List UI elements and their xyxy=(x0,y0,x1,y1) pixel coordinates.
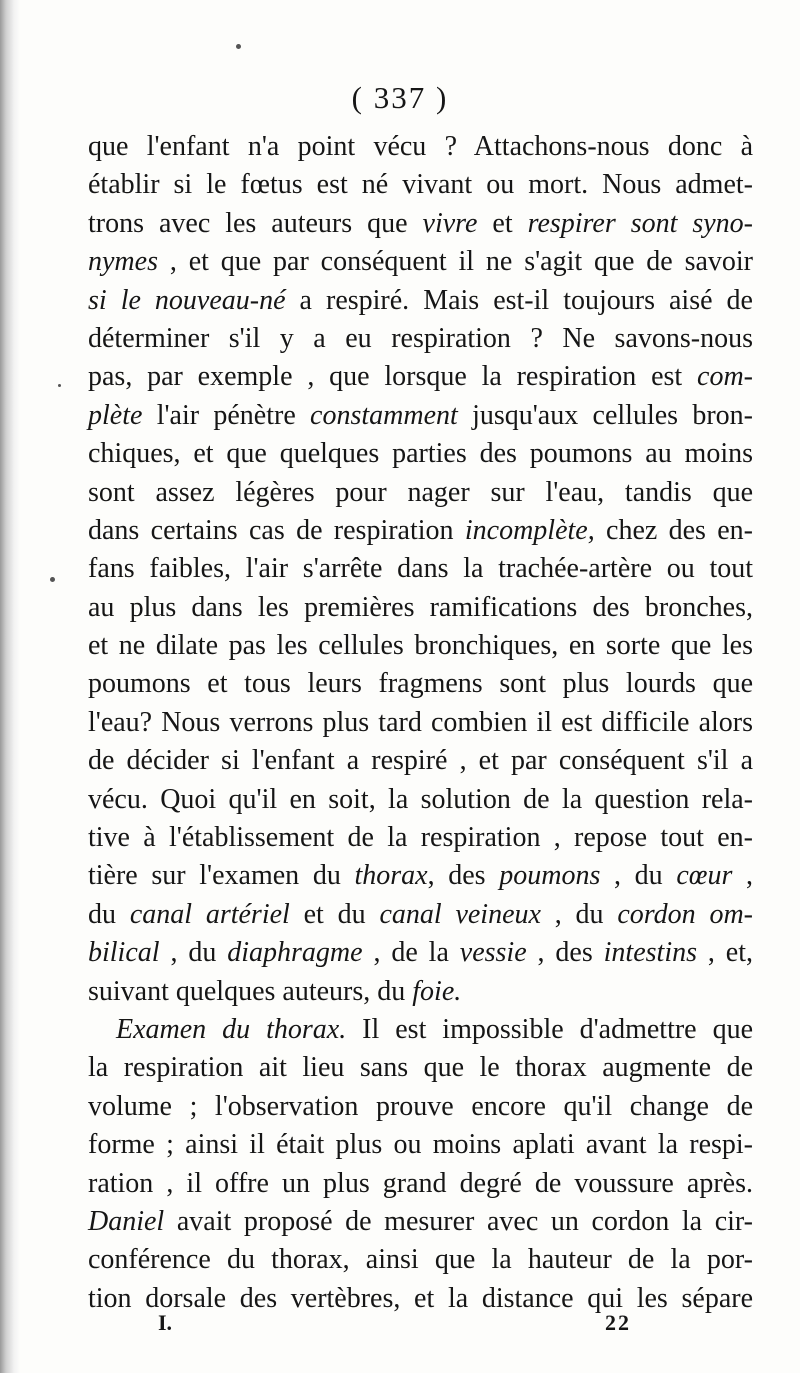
text-segment: dans certains cas de respiration xyxy=(88,514,465,546)
text-segment: , et, xyxy=(697,937,753,969)
text-segment: jusqu'aux cellules bron- xyxy=(457,399,753,431)
italic-text: vivre xyxy=(422,207,478,239)
text-segment: fans faibles, l'air s'arrête dans la trachée-artère ou tout xyxy=(88,553,753,585)
text-line xyxy=(88,857,753,895)
text-line xyxy=(88,896,753,934)
italic-text: incomplète, xyxy=(464,514,595,546)
text-segment: forme ; ainsi il était plus ou moins aplati avant la respi- xyxy=(88,1129,753,1161)
ink-speck xyxy=(58,384,61,387)
text-segment: tion dorsale des vertèbres, et la distance qui les sépare xyxy=(88,1282,753,1314)
italic-text: canal veineux xyxy=(379,898,541,930)
text-segment: , de la xyxy=(362,937,460,969)
text-segment: et du xyxy=(289,898,380,930)
text-segment: vécu. Quoi qu'il en soit, la solution de la question rela- xyxy=(88,783,753,815)
ink-speck xyxy=(236,44,241,49)
text-segment: ration , il offre un plus grand degré de voussure après. xyxy=(88,1167,753,1199)
text-line xyxy=(88,128,753,166)
text-line xyxy=(88,1049,753,1087)
italic-text: cordon om- xyxy=(617,898,754,930)
text-segment: au plus dans les premières ramifications des bronches, xyxy=(88,591,753,623)
text-line xyxy=(88,205,753,243)
italic-text: foie. xyxy=(412,975,462,1007)
text-line xyxy=(88,819,753,857)
italic-text: Examen du thorax. xyxy=(116,1013,347,1045)
text-segment: et ne dilate pas les cellules bronchiques, en sorte que les xyxy=(88,630,753,662)
text-segment: l'eau? Nous verrons plus tard combien il est difficile alors xyxy=(88,706,753,738)
signature-mark: I. xyxy=(158,1310,173,1335)
text-segment: du xyxy=(88,898,130,930)
text-line xyxy=(88,243,753,281)
text-segment: poumons et tous leurs fragmens sont plus lourds que xyxy=(88,668,753,700)
text-segment: a respiré. Mais est-il toujours aisé de xyxy=(285,284,753,316)
page-footer xyxy=(0,1310,800,1340)
text-line xyxy=(88,282,753,320)
text-segment: sont assez légères pour nager sur l'eau, tandis que xyxy=(88,476,753,508)
text-line xyxy=(88,512,753,550)
page-edge-shadow xyxy=(0,0,20,1373)
text-segment: la respiration ait lieu sans que le thorax augmente de xyxy=(88,1052,753,1084)
text-line xyxy=(88,1088,753,1126)
text-line xyxy=(88,166,753,204)
text-segment: que l'enfant n'a point vécu ? Attachons-nous donc à xyxy=(88,131,753,162)
text-line xyxy=(88,320,753,358)
italic-text: plète xyxy=(88,399,143,431)
text-segment: conférence du thorax, ainsi que la hauteur de la por- xyxy=(88,1244,753,1276)
italic-text: vessie xyxy=(459,937,527,969)
italic-text: bilical xyxy=(88,937,160,969)
text-line xyxy=(88,358,753,396)
italic-text: intestins xyxy=(603,937,697,969)
text-segment: tière sur l'examen du xyxy=(88,860,355,892)
text-line xyxy=(88,474,753,512)
text-segment: avait proposé de mesurer avec un cordon la cir- xyxy=(164,1205,753,1237)
body-text xyxy=(88,128,753,1318)
text-segment: et xyxy=(477,207,528,239)
italic-text: si le nouveau-né xyxy=(88,284,286,316)
text-segment: , du xyxy=(600,860,677,892)
text-line xyxy=(88,627,753,665)
text-segment: trons avec les auteurs que xyxy=(88,207,423,239)
text-line xyxy=(88,781,753,819)
italic-text: diaphragme xyxy=(227,937,363,969)
text-segment: Il est impossible d'admettre que xyxy=(346,1013,753,1045)
text-segment: pas, par exemple , que lorsque la respiration est xyxy=(88,361,698,393)
text-segment: l'air pénètre xyxy=(142,399,311,431)
text-line xyxy=(88,973,753,1011)
italic-text: thorax xyxy=(354,860,428,892)
text-line xyxy=(88,742,753,780)
text-segment: suivant quelques auteurs, du xyxy=(88,975,413,1007)
page-number: ( 337 ) xyxy=(351,80,449,115)
italic-text: constamment xyxy=(310,399,458,431)
text-line xyxy=(88,704,753,742)
text-segment: tive à l'établissement de la respiration , repose tout en- xyxy=(88,822,753,854)
italic-text: nymes xyxy=(88,246,158,278)
italic-text: cœur xyxy=(676,860,733,892)
text-line xyxy=(88,397,753,435)
text-line xyxy=(88,1126,753,1164)
ink-speck xyxy=(50,577,55,582)
sheet-number: 22 xyxy=(605,1310,631,1335)
text-segment: , du xyxy=(159,937,228,969)
text-segment: de décider si l'enfant a respiré , et par conséquent s'il a xyxy=(88,745,753,777)
text-line xyxy=(88,1203,753,1241)
text-line xyxy=(88,1165,753,1203)
italic-text: com- xyxy=(697,361,753,393)
text-line xyxy=(88,550,753,588)
text-line xyxy=(88,1011,753,1049)
text-line xyxy=(88,589,753,627)
text-segment: chiques, et que quelques parties des poumons au moins xyxy=(88,438,753,470)
italic-text: Daniel xyxy=(88,1205,165,1237)
text-segment: chez des en- xyxy=(594,514,753,546)
text-segment: , des xyxy=(427,860,500,892)
text-segment: , des xyxy=(526,937,604,969)
text-line xyxy=(88,665,753,703)
text-segment: , xyxy=(732,860,754,892)
text-segment: déterminer s'il y a eu respiration ? Ne savons-nous xyxy=(88,322,753,354)
text-segment: établir si le fœtus est né vivant ou mort. Nous admet- xyxy=(88,169,753,201)
text-line xyxy=(88,1241,753,1279)
text-segment: , et que par conséquent il ne s'agit que de savoir xyxy=(157,246,753,278)
text-line xyxy=(88,934,753,972)
italic-text: canal artériel xyxy=(129,898,290,930)
italic-text: respirer sont syno- xyxy=(527,207,753,239)
text-line xyxy=(88,435,753,473)
italic-text: poumons xyxy=(499,860,601,892)
text-segment: volume ; l'observation prouve encore qu'il change de xyxy=(88,1090,753,1122)
text-segment: , du xyxy=(540,898,618,930)
